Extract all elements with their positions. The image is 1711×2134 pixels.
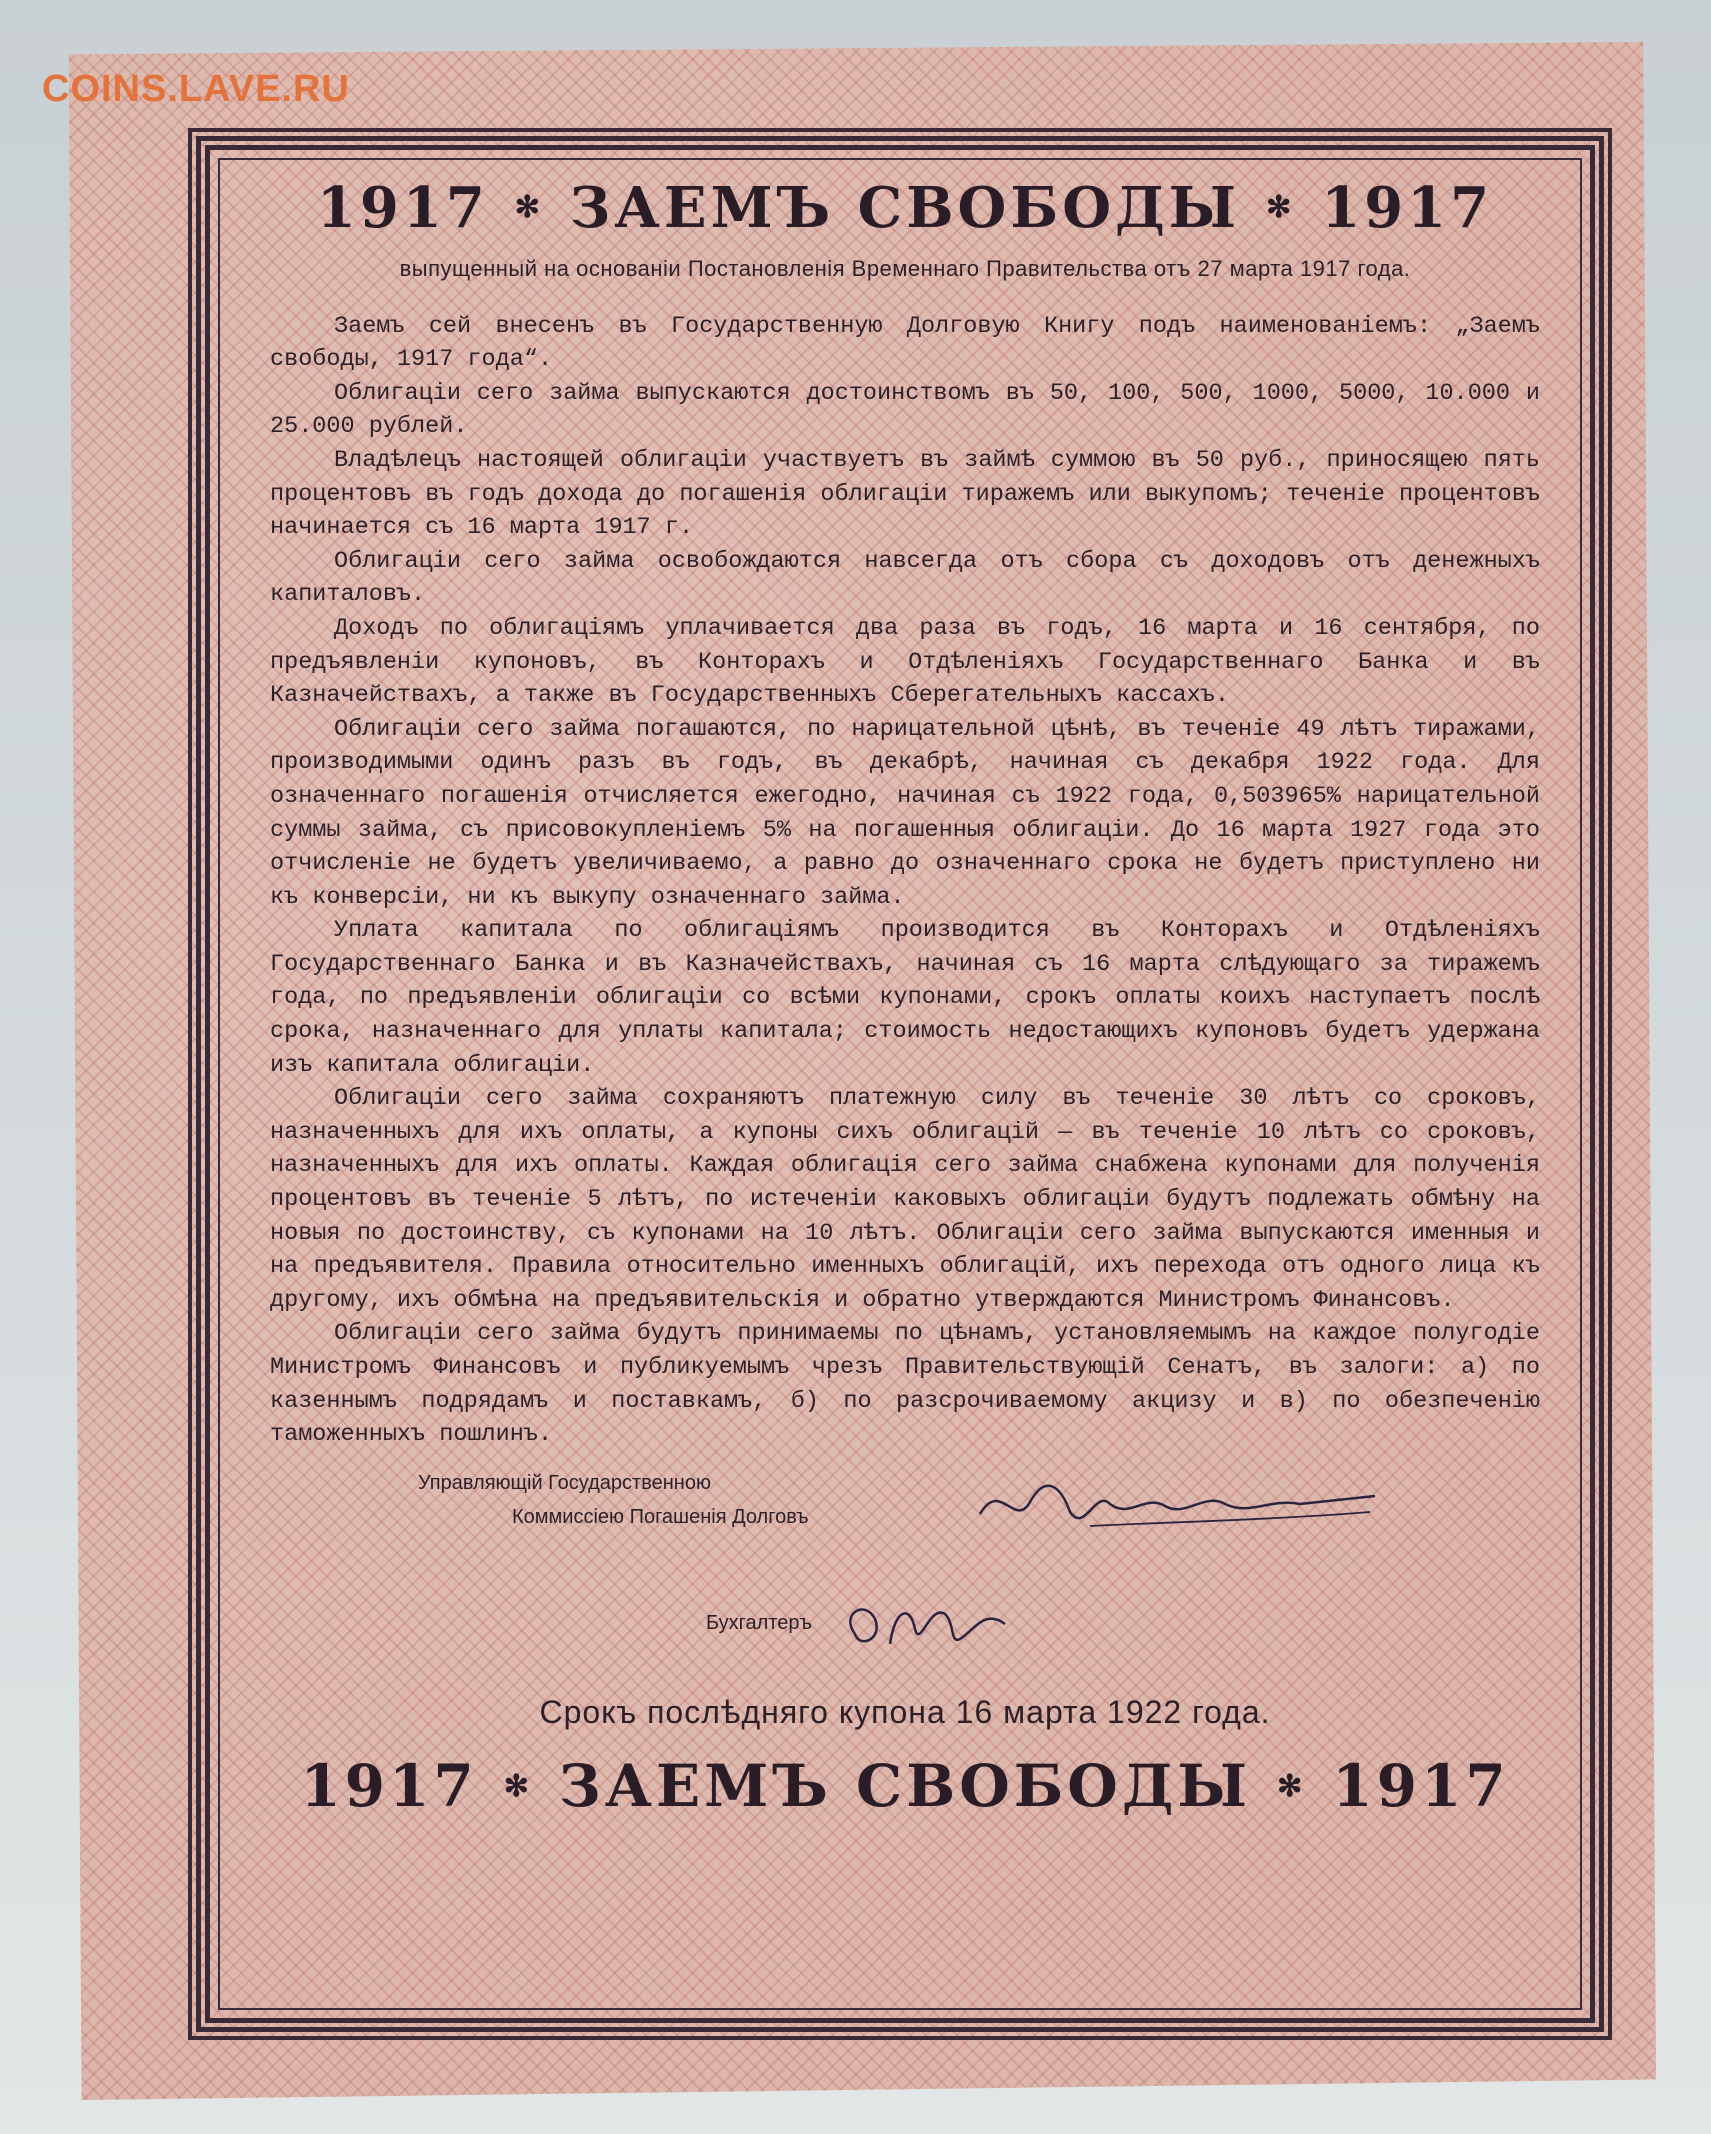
- watermark: COINS.LAVE.RU: [42, 68, 350, 110]
- terms-paragraph: Облигацiи сего займа сохраняютъ платежную силу въ теченiе 30 лѣтъ со сроковъ, назначенныхъ для ихъ оплаты, а купоны сихъ облигацiй — въ теченiе 10 лѣтъ со сроковъ, назначенныхъ для ихъ оплаты. Каждая облигацiя сего займа снабжена купонами для полученiя процентовъ въ теченiе 5 лѣтъ, по истеченiи каковыхъ облигацiи будутъ подлежать обмѣну на новыя по достоинству, съ купонами на 10 лѣтъ. Облигацiи сего займа выпускаются именныя и на предъявителя. Правила относительно именныхъ облигацiй, ихъ перехода отъ одного лица къ другому, ихъ обмѣна на предъявительскiя и обратно утверждаются Министромъ Финансовъ.: [270, 1085, 1540, 1314]
- terms-paragraph: Уплата капитала по облигацiямъ производится въ Конторахъ и Отдѣленiяхъ Государственнаго Банка и въ Казначействахъ, начиная съ 16 марта слѣдующаго за тиражемъ года, по предъявленiи облигацiи со всѣми купонами, срокъ оплаты коихъ наступаетъ послѣ срока, назначеннаго для уплаты капитала; стоимость недостающихъ купоновъ будетъ удержана изъ капитала облигацiи.: [270, 917, 1540, 1079]
- bond-title-bottom: [270, 1751, 1540, 1820]
- title-loan-name: ЗАЕМЪ СВОБОДЫ: [558, 1751, 1252, 1820]
- bond-content: [270, 175, 1540, 1820]
- last-coupon-date: Срокъ послѣдняго купона 16 марта 1922 года.: [539, 1693, 1271, 1730]
- title-loan-name: ЗАЕМЪ СВОБОДЫ: [569, 175, 1241, 241]
- star-ornament-icon: ✻: [514, 190, 544, 225]
- star-ornament-icon: ✻: [1266, 190, 1296, 225]
- title-year-right: 1917: [1321, 175, 1494, 241]
- star-ornament-icon: ✻: [503, 1768, 533, 1804]
- terms-paragraph: Заемъ сей внесенъ въ Государственную Долговую Книгу подъ наименованiемъ: „Заемъ свободы, 1917 года“.: [270, 312, 1540, 374]
- signature-block: [270, 1472, 1540, 1682]
- bond-terms: [270, 310, 1540, 1452]
- title-year-right: 1917: [1332, 1751, 1510, 1820]
- star-ornament-icon: ✻: [1277, 1768, 1307, 1804]
- bond-title: [270, 175, 1540, 241]
- title-year-left: 1917: [316, 175, 489, 241]
- manager-signature: [970, 1474, 1390, 1544]
- title-year-left: 1917: [300, 1751, 478, 1820]
- bookkeeper-title: Бухгалтеръ: [706, 1611, 813, 1634]
- terms-paragraph: Облигацiи сего займа освобождаются навсегда отъ сбора съ доходовъ отъ денежныхъ капиталовъ.: [270, 547, 1540, 609]
- terms-paragraph: Облигацiи сего займа будутъ принимаемы по цѣнамъ, установляемымъ на каждое полугодiе Министромъ Финансовъ и публикуемымъ чрезъ Правительствующiй Сенатъ, въ залоги: а) по казеннымъ подрядамъ и поставкамъ, б) по разсрочиваемому акцизу и в) по обезпеченiю таможенныхъ пошлинъ.: [270, 1320, 1540, 1449]
- terms-paragraph: Владѣлецъ настоящей облигацiи участвуетъ въ займѣ суммою въ 50 руб., приносящею пять процентовъ въ годъ дохода до погашенiя облигацiи тиражемъ или выкупомъ; теченiе процентовъ начинается съ 16 марта 1917 г.: [270, 446, 1540, 542]
- bond-subtitle: выпущенный на основанiи Постановленiя Временнаго Правительства отъ 27 марта 1917 года.: [399, 255, 1411, 281]
- terms-paragraph: Облигацiи сего займа погашаются, по нарицательной цѣнѣ, въ теченiе 49 лѣтъ тиражами, производимыми одинъ разъ въ годъ, въ декабрѣ, начиная съ декабря 1922 года. Для означеннаго погашенiя отчисляется ежегодно, начиная съ 1922 года, 0,503965% нарицательной суммы займа, съ присовокупленiемъ 5% на погашенныя облигацiи. До 16 марта 1927 года это отчисленiе не будетъ увеличиваемо, а равно до означеннаго срока не будетъ приступлено ни къ конверсiи, ни къ выкупу означеннаго займа.: [270, 715, 1540, 911]
- terms-paragraph: Облигацiи сего займа выпускаются достоинствомъ въ 50, 100, 500, 1000, 5000, 10.000 и 25.000 рублей.: [270, 379, 1540, 441]
- bookkeeper-signature: [835, 1584, 1035, 1664]
- manager-title-line2: Коммиссiею Погашенiя Долговъ: [512, 1505, 809, 1528]
- manager-title-line1: Управляющiй Государственною: [418, 1471, 711, 1494]
- terms-paragraph: Доходъ по облигацiямъ уплачивается два раза въ годъ, 16 марта и 16 сентября, по предъявленiи купоновъ, въ Конторахъ и Отдѣленiяхъ Государственнаго Банка и въ Казначействахъ, а также въ Государственныхъ Сберегательныхъ кассахъ.: [270, 614, 1540, 710]
